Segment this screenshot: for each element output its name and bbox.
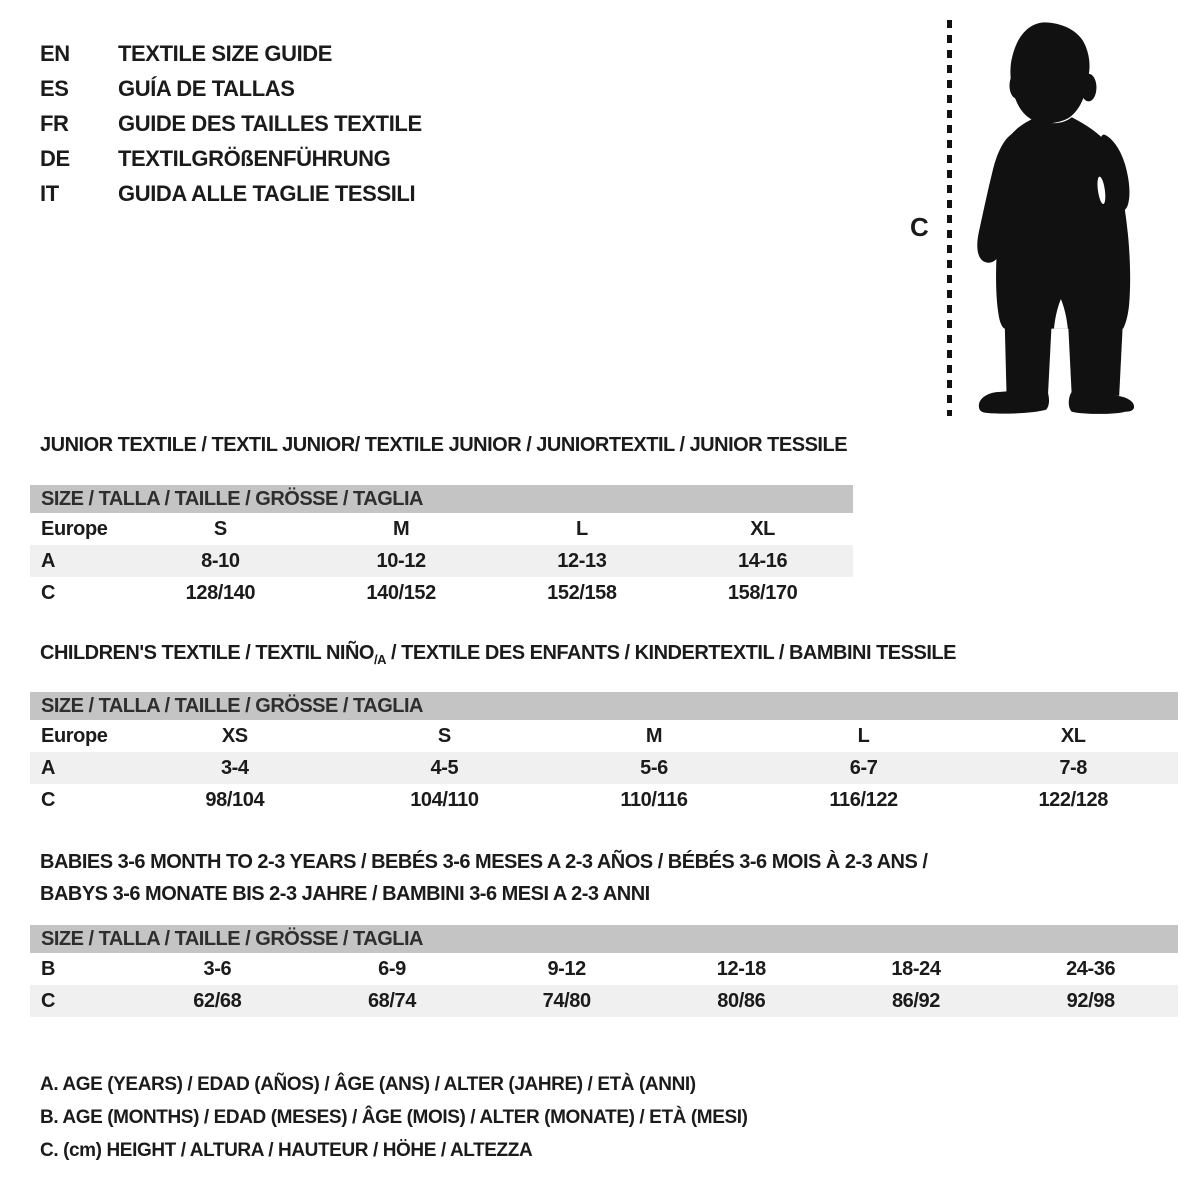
row-label: Europe [41, 724, 108, 747]
size-header-bar: SIZE / TALLA / TAILLE / GRÖSSE / TAGLIA [30, 485, 853, 513]
language-label: GUÍA DE TALLAS [118, 75, 295, 101]
size-value-cell: S [437, 724, 451, 747]
row-label: C [41, 989, 56, 1012]
section-title-children [40, 642, 956, 667]
size-value-cell: 68/74 [367, 989, 417, 1012]
table-row [30, 985, 1178, 1017]
language-list [40, 36, 422, 211]
legend-line: B. AGE (MONTHS) / EDAD (MESES) / ÂGE (MOIS) / ALTER (MONATE) / ETÀ (MESI) [40, 1107, 748, 1128]
silhouette-foot-right [1069, 392, 1134, 414]
size-value-cell: 104/110 [410, 788, 479, 811]
size-value-cell: 80/86 [717, 989, 766, 1012]
size-value-cell: 74/80 [542, 989, 591, 1012]
legend-line: A. AGE (YEARS) / EDAD (AÑOS) / ÂGE (ANS) / ALTER (JAHRE) / ETÀ (ANNI) [40, 1074, 696, 1095]
size-value-cell: M [645, 724, 663, 747]
size-value-cell: 10-12 [376, 549, 426, 572]
size-value-cell: 4-5 [430, 756, 459, 779]
size-value-cell: 152/158 [547, 581, 617, 604]
table-row [30, 953, 1178, 985]
language-code: FR [40, 110, 69, 136]
size-value-cell: 98/104 [205, 788, 265, 811]
language-code: IT [40, 180, 59, 206]
silhouette-ear-left [1009, 73, 1023, 99]
size-value-cell: 3-6 [203, 957, 232, 980]
size-value-cell: 24-36 [1066, 957, 1116, 980]
size-value-cell: 9-12 [547, 957, 586, 980]
children-title-prefix: CHILDREN'S TEXTILE / TEXTIL NIÑO [40, 642, 374, 664]
row-label: A [41, 549, 56, 572]
babies-title-line-2: BABYS 3-6 MONATE BIS 2-3 JAHRE / BAMBINI 3-6 MESI A 2-3 ANNI [40, 883, 650, 905]
language-code: ES [40, 75, 69, 101]
row-label: A [41, 756, 56, 779]
language-label: GUIDA ALLE TAGLIE TESSILI [118, 180, 416, 206]
language-row [40, 36, 422, 71]
table-row [30, 545, 853, 577]
table-row [30, 720, 1178, 752]
language-row [40, 176, 422, 211]
size-value-cell: XL [750, 517, 775, 540]
size-value-cell: 5-6 [640, 756, 668, 779]
size-value-cell: 14-16 [738, 549, 788, 572]
size-value-cell: 110/116 [620, 788, 688, 811]
language-label: TEXTILE SIZE GUIDE [118, 40, 333, 66]
table-row [30, 577, 853, 609]
size-value-cell: 122/128 [1038, 788, 1108, 811]
size-value-cell: XS [221, 724, 248, 747]
silhouette-leg-left [1005, 317, 1052, 394]
size-value-cell: L [575, 517, 588, 540]
size-value-cell: 140/152 [366, 581, 436, 604]
size-value-cell: 6-9 [378, 957, 406, 980]
toddler-silhouette-image [967, 18, 1135, 418]
size-value-cell: 18-24 [891, 957, 941, 980]
babies-size-table [30, 925, 1178, 1017]
size-value-cell: 3-4 [220, 756, 249, 779]
language-row [40, 141, 422, 176]
size-value-cell: L [857, 724, 870, 747]
size-value-cell: 7-8 [1059, 756, 1088, 779]
size-value-cell: S [213, 517, 227, 540]
size-value-cell: 62/68 [193, 989, 242, 1012]
language-label: GUIDE DES TAILLES TEXTILE [118, 110, 422, 136]
height-measure-label: C [910, 212, 929, 242]
language-code: EN [40, 40, 70, 66]
size-value-cell: 92/98 [1066, 989, 1115, 1012]
language-row [40, 106, 422, 141]
size-header-bar: SIZE / TALLA / TAILLE / GRÖSSE / TAGLIA [30, 925, 1178, 953]
language-row [40, 71, 422, 106]
size-value-cell: 12-13 [557, 549, 607, 572]
row-label: B [41, 957, 56, 980]
row-label: C [41, 581, 56, 604]
babies-title-line-1: BABIES 3-6 MONTH TO 2-3 YEARS / BEBÉS 3-6 MESES A 2-3 AÑOS / BÉBÉS 3-6 MOIS À 2-3 ANS / [40, 851, 928, 873]
size-header-bar: SIZE / TALLA / TAILLE / GRÖSSE / TAGLIA [30, 692, 1178, 720]
size-value-cell: 128/140 [185, 581, 256, 604]
height-measure-line [947, 20, 952, 416]
size-value-cell: 158/170 [727, 581, 798, 604]
table-row [30, 752, 1178, 784]
row-label: Europe [41, 517, 108, 540]
size-value-cell: M [392, 517, 410, 540]
silhouette-head [1010, 22, 1089, 123]
size-value-cell: 116/122 [829, 788, 898, 811]
children-size-table [30, 692, 1178, 816]
row-label: C [41, 788, 56, 811]
size-value-cell: 12-18 [716, 957, 766, 980]
junior-size-table [30, 485, 853, 609]
size-value-cell: 8-10 [201, 549, 240, 572]
children-title-subscript: /A [373, 652, 386, 667]
language-code: DE [40, 145, 70, 171]
language-label: TEXTILGRÖßENFÜHRUNG [118, 145, 391, 171]
silhouette-ear-right [1081, 74, 1097, 102]
size-value-cell: 6-7 [849, 756, 878, 779]
section-title-junior: JUNIOR TEXTILE / TEXTIL JUNIOR/ TEXTILE JUNIOR / JUNIORTEXTIL / JUNIOR TESSILE [40, 434, 848, 456]
silhouette-foot-left [979, 388, 1049, 414]
measurement-legend [40, 1068, 748, 1167]
section-title-babies [40, 846, 927, 910]
legend-line: C. (cm) HEIGHT / ALTURA / HAUTEUR / HÖHE / ALTEZZA [40, 1140, 533, 1161]
children-title-suffix: / TEXTILE DES ENFANTS / KINDERTEXTIL / BAMBINI TESSILE [385, 642, 956, 664]
table-row [30, 784, 1178, 816]
size-value-cell: 86/92 [891, 989, 941, 1012]
silhouette-leg-right [1068, 317, 1123, 396]
size-value-cell: XL [1060, 724, 1086, 747]
table-row [30, 513, 853, 545]
